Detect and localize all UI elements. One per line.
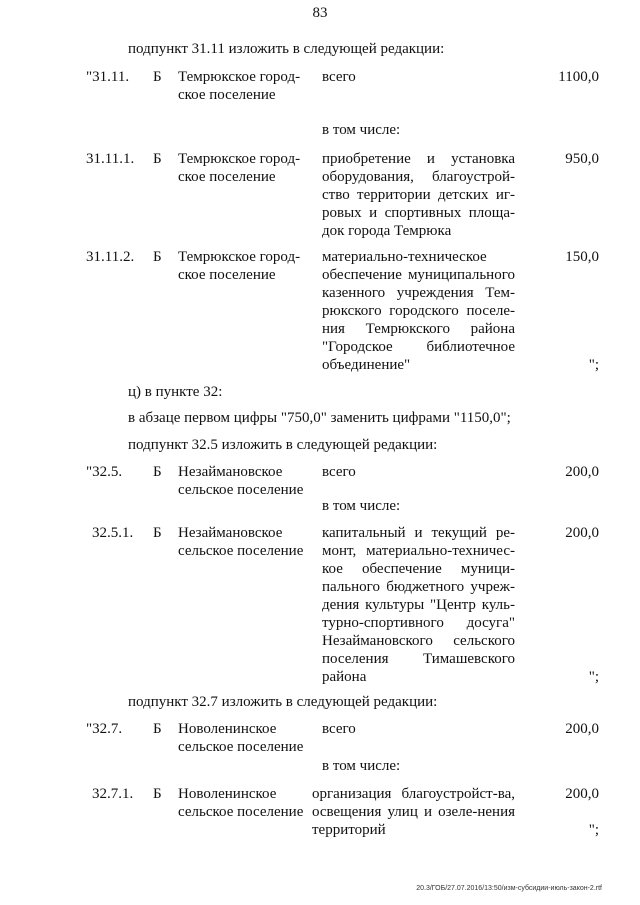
row-number: 31.11.1.: [86, 151, 135, 167]
row-category: Б: [153, 249, 162, 265]
footer-file-path: 20.3/ГОБ/27.07.2016/13:50/изм-субсидии-июль-закон-2.rtf: [416, 885, 602, 892]
section-intro-32-5: подпункт 32.5 изложить в следующей редакции:: [128, 437, 438, 453]
row-number: 32.5.1.: [92, 525, 134, 541]
row-amount: 200,0: [565, 525, 599, 541]
row-category: Б: [153, 464, 162, 480]
row-description: приобретение и установка оборудования, благоустрой-ство территории детских иг-ровых и спортивных площа-док города Темрюка: [322, 151, 515, 239]
section-intro-32-7: подпункт 32.7 изложить в следующей редакции:: [128, 694, 438, 710]
row-category: Б: [153, 525, 162, 541]
row-name: Темрюкское город-ское поселение: [178, 249, 301, 283]
row-number: 31.11.2.: [86, 249, 135, 265]
row-description: в том числе:: [322, 122, 401, 138]
row-number: "32.5.: [86, 464, 123, 480]
row-end-mark: ";: [588, 669, 599, 685]
row-amount: 200,0: [565, 786, 599, 802]
row-name: Темрюкское город-ское поселение: [178, 69, 301, 103]
row-description: организация благоустройст-ва, освещения улиц и озеле-нения территорий: [312, 786, 515, 838]
row-description: в том числе:: [322, 758, 401, 774]
row-name: Новоленинское сельское поселение: [178, 786, 304, 820]
row-amount: 200,0: [565, 721, 599, 737]
row-amount: 150,0: [565, 249, 599, 265]
row-description: материально-техническое обеспечение муниципального казенного учреждения Тем-рюкского городского поселе-ния Темрюкского района "Городское библиотечное объединение": [322, 249, 515, 373]
row-number: "31.11.: [86, 69, 130, 85]
row-description: всего: [322, 464, 356, 480]
row-description: капитальный и текущий ре-монт, материально-техничес-кое обеспечение муници-пального бюджетного учреж-дения культуры "Центр куль-турно-спортивного досуга" Незаймановского сельского поселения Тимашевского района: [322, 525, 515, 685]
row-description: в том числе:: [322, 498, 401, 514]
row-name: Темрюкское город-ское поселение: [178, 151, 301, 185]
paragraph-replace: в абзаце первом цифры "750,0" заменить цифрами "1150,0";: [128, 410, 511, 426]
row-category: Б: [153, 721, 162, 737]
row-number: 32.7.1.: [92, 786, 134, 802]
row-end-mark: ";: [588, 357, 599, 373]
row-amount: 200,0: [565, 464, 599, 480]
row-number: "32.7.: [86, 721, 123, 737]
row-category: Б: [153, 786, 162, 802]
row-amount: 950,0: [565, 151, 599, 167]
paragraph-item-c: ц) в пункте 32:: [128, 384, 223, 400]
page-number: 83: [312, 5, 328, 21]
row-category: Б: [153, 151, 162, 167]
row-name: Незаймановское сельское поселение: [178, 525, 304, 559]
section-intro-31-11: подпункт 31.11 изложить в следующей редакции:: [128, 41, 445, 57]
row-name: Новоленинское сельское поселение: [178, 721, 304, 755]
row-amount: 1100,0: [558, 69, 599, 85]
row-description: всего: [322, 721, 356, 737]
row-description: всего: [322, 69, 356, 85]
row-category: Б: [153, 69, 162, 85]
row-end-mark: ";: [588, 822, 599, 838]
row-name: Незаймановское сельское поселение: [178, 464, 304, 498]
